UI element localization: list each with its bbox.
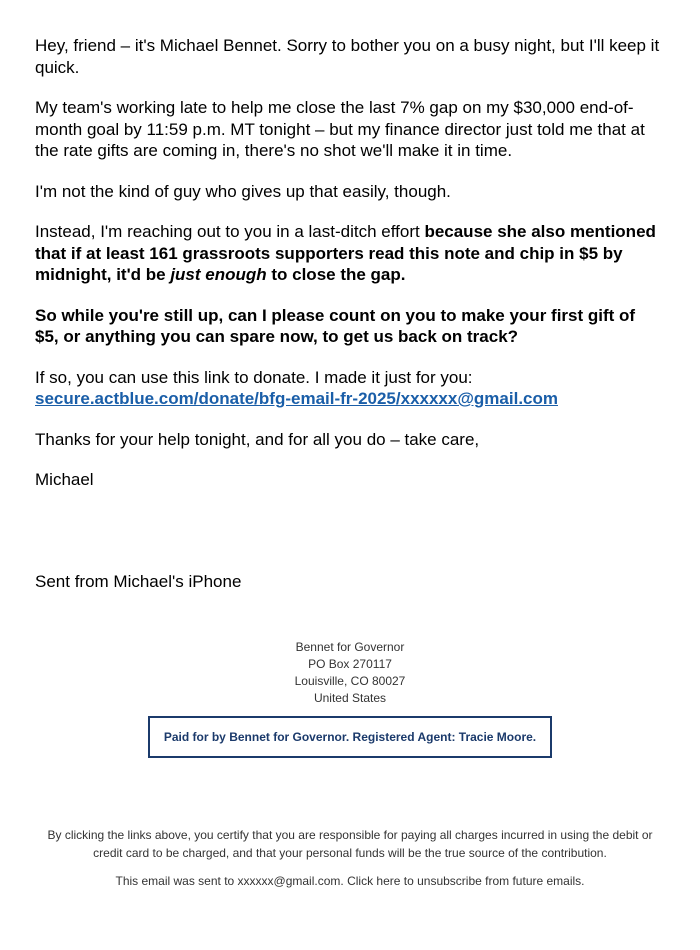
paragraph-donate	[35, 367, 660, 410]
donate-intro: If so, you can use this link to donate. I made it just for you:	[35, 367, 473, 387]
donate-link[interactable]: secure.actblue.com/donate/bfg-email-fr-2025/xxxxxx@gmail.com	[35, 389, 558, 408]
address-city: Louisville, CO 80027	[294, 674, 406, 688]
address-org: Bennet for Governor	[295, 640, 405, 654]
paragraph-not-giving-up: I'm not the kind of guy who gives up that easily, though.	[35, 181, 451, 201]
last-ditch-bold: because she also mentioned that if at least 161 grassroots supporters read this note and chip in $5 by midnight, it'd be	[35, 222, 656, 284]
sent-to-prefix: This email was sent to	[115, 874, 238, 888]
paragraph-goal: My team's working late to help me close the last 7% gap on my $30,000 end-of-month goal by 11:59 p.m. MT tonight – but my finance director just told me that at the rate gifts are coming in, there's no shot we'll make it in time.	[35, 98, 645, 160]
signature: Michael	[35, 470, 94, 489]
address-po-box: PO Box 270117	[308, 657, 392, 671]
paragraph-greeting: Hey, friend – it's Michael Bennet. Sorry to bother you on a busy night, but I'll keep it quick.	[35, 36, 660, 77]
recipient-email: xxxxxx@gmail.com	[237, 874, 341, 888]
address-country: United States	[313, 691, 387, 705]
paid-for-text: Paid for by Bennet for Governor. Registered Agent: Tracie Moore.	[163, 730, 537, 744]
paragraph-last-ditch	[35, 221, 660, 286]
last-ditch-italic: just enough	[170, 265, 267, 284]
last-ditch-bold-end: to close the gap.	[266, 265, 406, 284]
mailing-address	[0, 639, 700, 707]
unsubscribe-line	[0, 872, 700, 890]
unsubscribe-link[interactable]: Click here to unsubscribe from future emails.	[347, 874, 585, 888]
paid-for-disclaimer-box	[148, 716, 552, 758]
message-body	[35, 35, 660, 510]
sent-to-mid: .	[340, 874, 348, 888]
paragraph-thanks: Thanks for your help tonight, and for all you do – take care,	[35, 429, 480, 449]
legal-disclaimer: By clicking the links above, you certify that you are responsible for paying all charges incurred in using the debit or credit card to be charged, and that your personal funds will be the true source of the contribution.	[47, 828, 653, 860]
paragraph-ask: So while you're still up, can I please count on you to make your first gift of $5, or anything you can spare now, to get us back on track?	[35, 305, 636, 346]
sent-from-line: Sent from Michael's iPhone	[35, 572, 242, 591]
last-ditch-intro: Instead, I'm reaching out to you in a last-ditch effort	[35, 222, 425, 241]
